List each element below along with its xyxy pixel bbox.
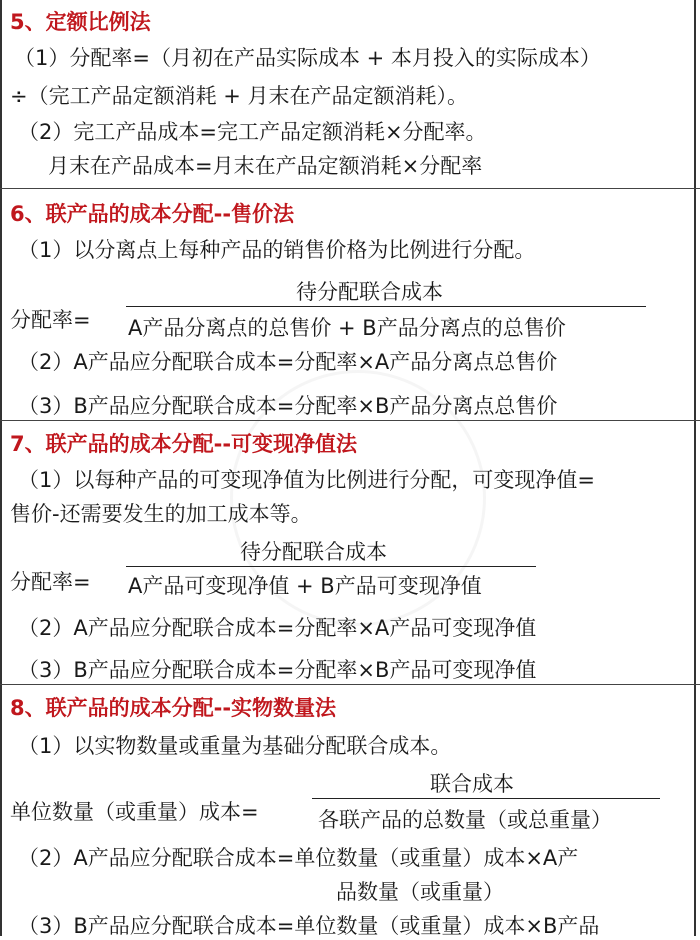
section-7-fraction-bar bbox=[126, 566, 536, 567]
section-8-fraction-bar bbox=[312, 798, 660, 799]
divider-5-6 bbox=[0, 188, 700, 189]
section-6-denominator: A产品分离点的总售价 + B产品分离点的总售价 bbox=[128, 316, 566, 340]
section-6-fraction-label: 分配率= bbox=[10, 308, 91, 332]
section-7-line-1b: 售价-还需要发生的加工成本等。 bbox=[10, 502, 312, 526]
divider-6-7 bbox=[0, 420, 700, 421]
section-7-line-3: （3）B产品应分配联合成本=分配率×B产品可变现净值 bbox=[18, 658, 537, 682]
section-8-title: 8、联产品的成本分配--实物数量法 bbox=[10, 696, 337, 720]
section-6-line-2: （2）A产品应分配联合成本=分配率×A产品分离点总售价 bbox=[18, 350, 558, 374]
section-5-line-1: （1）分配率=（月初在产品实际成本 + 本月投入的实际成本） bbox=[14, 46, 601, 70]
section-8-numerator: 联合成本 bbox=[430, 772, 514, 796]
section-8-fraction-label: 单位数量（或重量）成本= bbox=[10, 800, 259, 824]
section-5-line-2: ÷（完工产品定额消耗 + 月末在产品定额消耗）。 bbox=[10, 84, 469, 108]
section-6-fraction-bar bbox=[126, 306, 646, 307]
section-7-line-2: （2）A产品应分配联合成本=分配率×A产品可变现净值 bbox=[18, 616, 537, 640]
section-7-denominator: A产品可变现净值 + B产品可变现净值 bbox=[128, 574, 482, 598]
section-8-line-1: （1）以实物数量或重量为基础分配联合成本。 bbox=[18, 734, 452, 758]
section-6-numerator: 待分配联合成本 bbox=[296, 280, 443, 304]
section-7-fraction-label: 分配率= bbox=[10, 570, 91, 594]
section-6-title: 6、联产品的成本分配--售价法 bbox=[10, 202, 295, 226]
section-6-line-3: （3）B产品应分配联合成本=分配率×B产品分离点总售价 bbox=[18, 394, 558, 418]
section-5-line-3: （2）完工产品成本=完工产品定额消耗×分配率。 bbox=[18, 120, 487, 144]
section-5-title: 5、定额比例法 bbox=[10, 10, 151, 34]
section-8-line-2b: 品数量（或重量） bbox=[336, 880, 504, 904]
section-6-line-1: （1）以分离点上每种产品的销售价格为比例进行分配。 bbox=[18, 238, 536, 262]
section-8-denominator: 各联产品的总数量（或总重量） bbox=[318, 808, 612, 832]
section-7-title: 7、联产品的成本分配--可变现净值法 bbox=[10, 432, 358, 456]
divider-7-8 bbox=[0, 684, 700, 685]
section-8-line-3: （3）B产品应分配联合成本=单位数量（或重量）成本×B产品 bbox=[18, 914, 600, 938]
section-7-numerator: 待分配联合成本 bbox=[240, 540, 387, 564]
section-7-line-1: （1）以每种产品的可变现净值为比例进行分配，可变现净值= bbox=[18, 468, 595, 492]
section-8-line-2: （2）A产品应分配联合成本=单位数量（或重量）成本×A产 bbox=[18, 846, 579, 870]
section-5-line-4: 月末在产品成本=月末在产品定额消耗×分配率 bbox=[48, 154, 483, 178]
